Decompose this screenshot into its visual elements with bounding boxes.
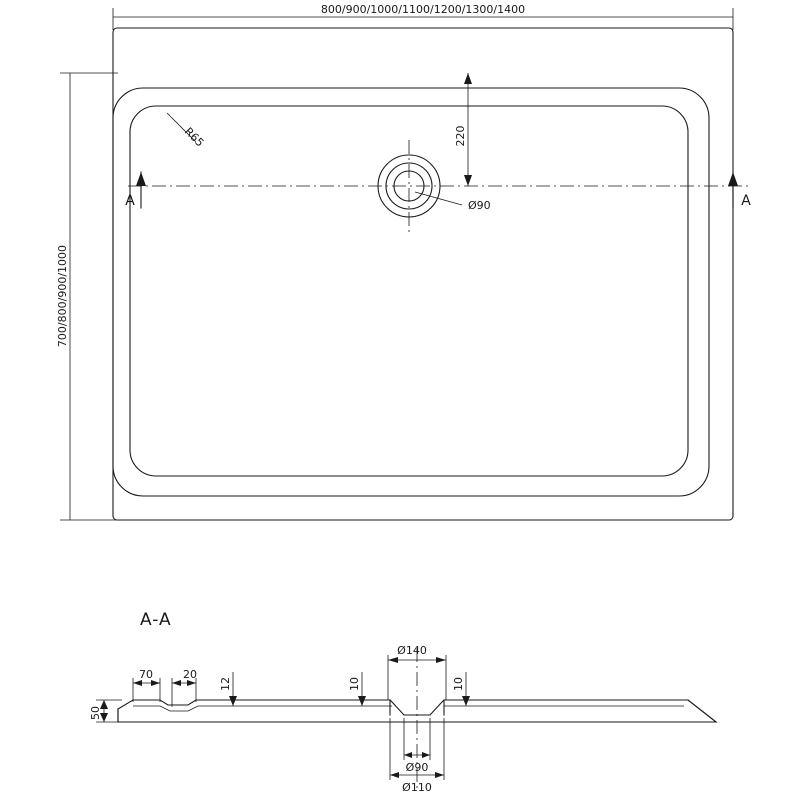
tray-outline (113, 28, 733, 520)
cut-left-arrow (136, 172, 146, 186)
basin-outer-edge (113, 88, 709, 496)
drain-depth-right-label: 10 (452, 677, 465, 691)
flange-diameter-label: Ø140 (397, 644, 427, 657)
drain-depth-left-label: 10 (348, 677, 361, 691)
d10-right-arrow (462, 696, 470, 706)
section-right-edge (688, 700, 716, 722)
section-mark-left: A (125, 193, 135, 209)
d20-arrow-left (172, 680, 181, 686)
d140-arrow-left (388, 657, 398, 663)
cut-right-arrow (728, 172, 738, 186)
d110-arrow-right (435, 772, 444, 778)
edge-left-label: 70 (139, 668, 153, 681)
basin-inner-edge (130, 106, 688, 476)
plan-width-dimension-label: 800/900/1000/1100/1200/1300/1400 (320, 3, 526, 16)
drain-offset-arrow-bottom (464, 175, 472, 186)
drain-offset-arrow-top (464, 73, 472, 84)
d90-arrow-right (422, 752, 430, 758)
drain-offset-label: 220 (454, 125, 467, 147)
total-height-label: 50 (89, 706, 102, 720)
plan-drain-diameter-label: Ø90 (468, 199, 491, 212)
d10-left-arrow (358, 696, 366, 706)
plan-height-dimension-label: 700/800/900/1000 (56, 244, 69, 348)
d110-arrow-left (390, 772, 399, 778)
slope-depth-label: 12 (219, 677, 232, 691)
drain-outer-label: Ø110 (402, 781, 432, 794)
plan-view (113, 28, 733, 520)
d12-arrow (229, 696, 237, 706)
drain-hole-label: Ø90 (405, 761, 429, 774)
d90-arrow-left (404, 752, 412, 758)
section-title: A-A (140, 610, 172, 630)
d140-arrow-right (436, 657, 446, 663)
section-mark-right: A (741, 193, 751, 209)
plan-dimensions (60, 8, 733, 520)
edge-inner-label: 20 (183, 668, 197, 681)
section-cut-line (128, 172, 748, 208)
corner-radius-label: R65 (181, 124, 207, 150)
